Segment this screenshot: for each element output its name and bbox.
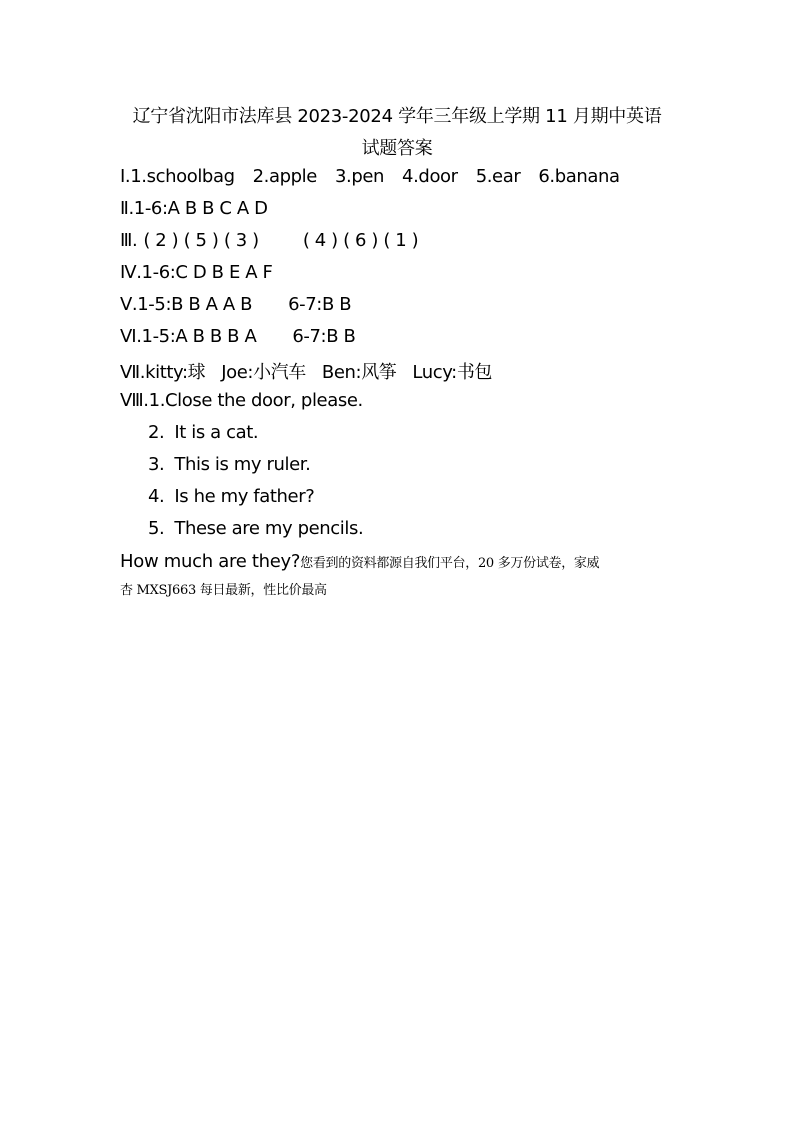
answer-item: kitty:球: [145, 362, 206, 383]
answer-section-2: [120, 198, 268, 219]
answer-text: 1-5:B B A A B: [137, 294, 253, 315]
answer-item: Ben:风筝: [321, 362, 397, 383]
answer-text: 1-6:C D B E A F: [141, 262, 273, 283]
answer-item: Lucy:书包: [412, 362, 493, 383]
sentence-number: 4.: [148, 486, 165, 507]
sentence-text: Is he my father?: [174, 486, 315, 507]
answer-section-6: [120, 326, 355, 347]
section-number: Ⅰ.: [120, 166, 131, 187]
section-number: Ⅳ.: [120, 262, 142, 283]
sentence-text: 1.Close the door, please.: [148, 390, 363, 411]
sentence-number: 2.: [148, 422, 165, 443]
sentence-item: [148, 422, 258, 443]
answer-section-8: [120, 390, 363, 411]
footer-note: 您看到的资料都源自我们平台，20 多万份试卷，家威: [300, 556, 600, 571]
footer-lead: How much are they?: [120, 551, 301, 572]
sentence-item: [148, 486, 314, 507]
sentence-item: [148, 518, 363, 539]
section-number: Ⅲ.: [120, 230, 138, 251]
section-number: Ⅴ.: [120, 294, 138, 315]
footer-line-1: [120, 551, 599, 572]
sentence-item: [148, 454, 310, 475]
answer-text: 6-7:B B: [292, 326, 356, 347]
section-number: Ⅱ.: [120, 198, 134, 219]
section-number: Ⅵ.: [120, 326, 142, 347]
sentence-text: It is a cat.: [174, 422, 259, 443]
answer-section-4: [120, 262, 272, 283]
answer-text: 6-7:B B: [288, 294, 352, 315]
document-subtitle: 试题答案: [361, 138, 433, 159]
answer-item: 3.pen: [334, 166, 385, 187]
sentence-number: 3.: [148, 454, 165, 475]
answer-section-7: [120, 358, 492, 384]
answer-text: 1-5:A B B B A: [141, 326, 257, 347]
sentence-text: These are my pencils.: [174, 518, 364, 539]
answer-text: ( 2 ) ( 5 ) ( 3 ): [143, 230, 259, 251]
answer-item: 5.ear: [475, 166, 521, 187]
answer-section-5: [120, 294, 351, 315]
document-title: 辽宁省沈阳市法库县 2023-2024 学年三年级上学期 11 月期中英语: [132, 106, 662, 127]
answer-item: 2.apple: [252, 166, 317, 187]
answer-item: 1.schoolbag: [130, 166, 235, 187]
sentence-number: 5.: [148, 518, 165, 539]
answer-text: ( 4 ) ( 6 ) ( 1 ): [302, 230, 419, 251]
section-number: Ⅷ.: [120, 390, 149, 411]
sentence-text: This is my ruler.: [174, 454, 311, 475]
answer-section-3: [120, 230, 418, 251]
footer-line-2: 杏 MXSJ663 每日最新，性比价最高: [120, 583, 327, 598]
answer-text: 1-6:A B B C A D: [133, 198, 268, 219]
answer-item: 4.door: [402, 166, 458, 187]
answer-item: Joe:小汽车: [221, 362, 306, 383]
section-number: Ⅶ.: [120, 362, 146, 383]
answer-section-1: [120, 166, 620, 187]
answer-item: 6.banana: [538, 166, 620, 187]
